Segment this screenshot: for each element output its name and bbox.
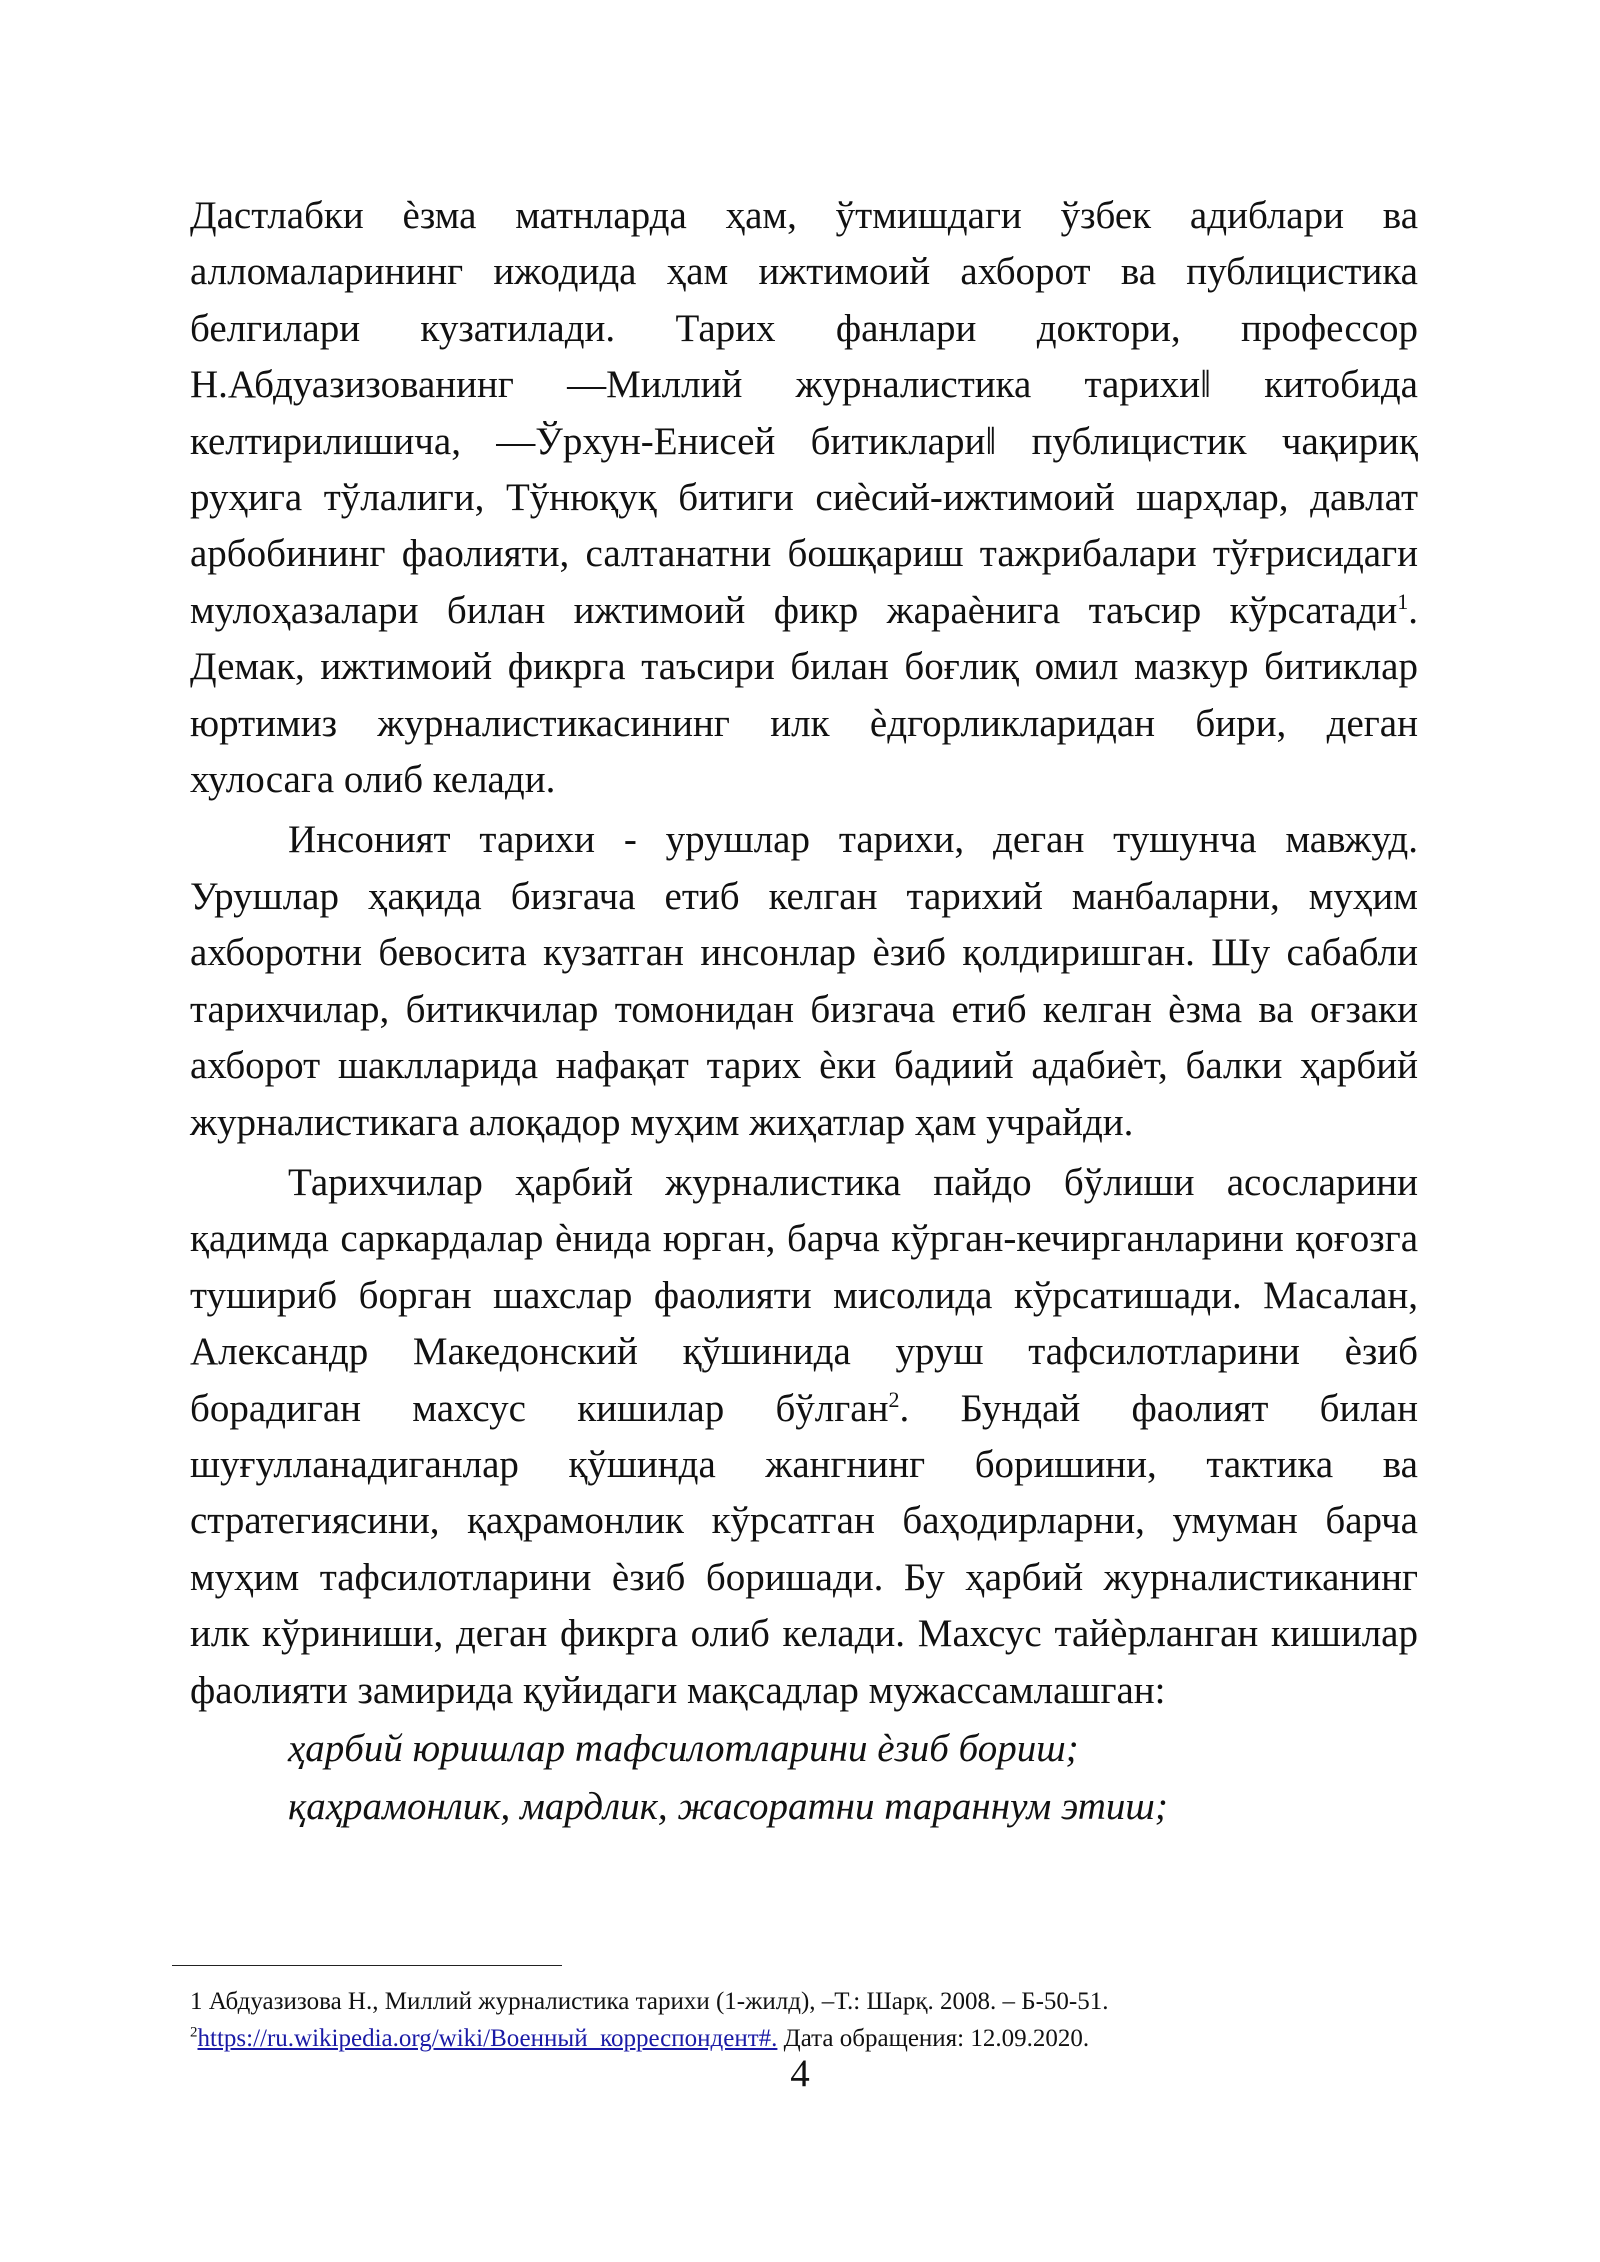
page-number: 4 <box>790 2052 810 2095</box>
paragraph-3-text-a: Тарихчилар ҳарбий журналистика пайдо бўлиши асосларини қадимда саркардалар ѐнида юрган, барча кўрган-кечирганларини қоғозга тушириб борган шахслар фаолияти мисолида кўрсатишади. Масалан, Александр Македонский қўшинида уруш тафсилотларини ѐзиб борадиган махсус кишилар бўлган <box>190 1160 1418 1430</box>
footnote-separator <box>172 1965 562 1966</box>
footnotes <box>190 1983 1418 2057</box>
footnote-1: 1 Абдуазизова Н., Миллий журналистика тарихи (1-жилд), –Т.: Шарқ. 2008. – Б-50-51. <box>190 1988 1109 2015</box>
list-item: ҳарбий юришлар тафсилотларини ѐзиб бориш; <box>288 1726 1079 1770</box>
footnote-ref-1[interactable]: 1 <box>1397 588 1409 614</box>
footnote-2-marker: 2 <box>190 2024 198 2041</box>
paragraph-1-text-b: . Демак, ижтимоий фикрга таъсири билан боғлиқ омил мазкур битиклар юртимиз журналистикасининг илк ѐдгорликларидан бири, деган хулосага олиб келади. <box>190 588 1418 802</box>
paragraph-1-text-a: Дастлабки ѐзма матнларда ҳам, ўтмишдаги ўзбек адиблари ва алломаларининг ижодида ҳам ижтимоий ахборот ва публицистика белгилари кузатилади. Тарих фанлари доктори, профессор Н.Абдуазизованинг ―Миллий журналистика тарихи‖ китобида келтирилишича, ―Ўрхун-Енисей битиклари‖ публицистик чақириқ руҳига тўлалиги, Тўнюқуқ битиги сиѐсий-ижтимоий шарҳлар, давлат арбобининг фаолияти, салтанатни бошқариш тажрибалари тўғрисидаги мулоҳазалари билан ижтимоий фикр жараѐнига таъсир кўрсатади <box>190 194 1418 632</box>
footnote-ref-2[interactable]: 2 <box>888 1386 900 1412</box>
main-text <box>190 188 1418 1836</box>
paragraph-1 <box>190 188 1418 808</box>
footnote-2-text: Дата обращения: 12.09.2020. <box>777 2025 1090 2052</box>
paragraph-3-text-b: . Бундай фаолият билан шуғулланадиганлар қўшинда жангнинг боришини, тактика ва стратегиясини, қаҳрамонлик кўрсатган баҳодирларни, умуман барча муҳим тафсилотларини ѐзиб боришади. Бу ҳарбий журналистиканинг илк кўриниши, деган фикрга олиб келади. Махсус тайѐрланган кишилар фаолияти замирида қуйидаги мақсадлар мужассамлашган: <box>190 1386 1418 1712</box>
footnote-2-link[interactable]: https://ru.wikipedia.org/wiki/Военный_корреспондент#. <box>197 2025 778 2052</box>
paragraph-3 <box>190 1155 1418 1719</box>
paragraph-2: Инсоният тарихи - урушлар тарихи, деган тушунча мавжуд. Урушлар ҳақида бизгача етиб келган тарихий манбаларни, муҳим ахборотни бевосита кузатган инсонлар ѐзиб қолдиришган. Шу сабабли тарихчилар, битикчилар томонидан бизгача етиб келган ѐзма ва оғзаки ахборот шаклларида нафақат тарих ѐки бадиий адабиѐт, балки ҳарбий журналистикага алоқадор муҳим жиҳатлар ҳам учрайди. <box>190 818 1418 1144</box>
list-item: қаҳрамонлик, мардлик, жасоратни тараннум этиш; <box>288 1785 1168 1829</box>
